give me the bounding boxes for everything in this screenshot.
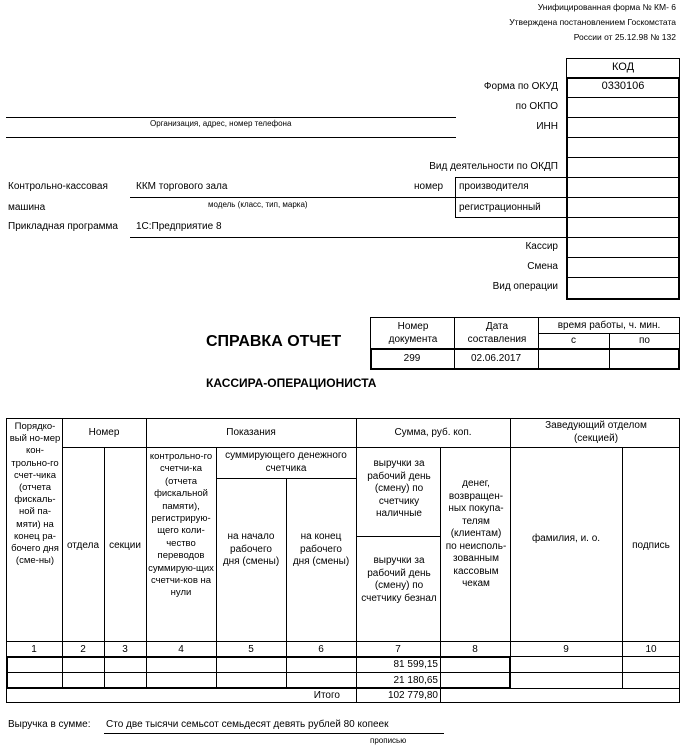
operation-label: Вид операции <box>492 281 558 292</box>
header-returned: денег, возвращен-ных покупа-телям (клиентам) по неисполь-зованным кассовым чекам <box>445 478 507 589</box>
header-noncash: выручки за рабочий день (смену) по счетчику безнал <box>361 555 437 604</box>
total-value: 102 779,80 <box>387 690 438 701</box>
approval-date-line: России от 25.12.98 № 132 <box>573 32 676 42</box>
footer-caption: прописью <box>370 736 407 745</box>
header-sum: Сумма, руб. коп. <box>394 427 472 438</box>
header-order: Порядко-вый но-мер кон-трольно-го счет-чика (отчета фискаль-ной па-мяти) на конец ра-бочего дня (сме-ны) <box>9 421 61 567</box>
col-number-3: 3 <box>122 644 128 655</box>
col-number-9: 9 <box>563 644 569 655</box>
code-header: КОД <box>611 61 635 73</box>
form-code-line: Унифицированная форма № КМ- 6 <box>537 2 676 12</box>
kkm-line <box>130 197 455 198</box>
org-caption: Организация, адрес, номер телефона <box>150 119 292 128</box>
col-number-8: 8 <box>472 644 478 655</box>
header-sekcii: секции <box>109 540 141 551</box>
okud-value: 0330106 <box>601 80 645 92</box>
col-number-4: 4 <box>178 644 184 655</box>
shift-label: Смена <box>527 261 558 272</box>
org-line-2 <box>6 137 456 138</box>
row1-cash-value: 81 599,15 <box>393 659 438 670</box>
doc-worktime-header: время работы, ч. мин. <box>557 320 661 331</box>
header-cash: выручки за рабочий день (смену) по счетчику наличные <box>367 458 431 519</box>
program-value: 1С:Предприятие 8 <box>136 221 222 232</box>
kkm-model-caption: модель (класс, тип, марка) <box>208 200 308 209</box>
header-kontr: контрольно-го счетчи-ка (отчета фискальной памяти), регистрирую-щего коли-чество переводов суммирую-щих счетчи-ков на нули <box>148 451 214 599</box>
footer-line <box>104 733 444 734</box>
producer-label: производителя <box>459 181 529 192</box>
header-sign: подпись <box>632 540 670 551</box>
doc-from-header: с <box>571 335 576 346</box>
row2-cash-value: 21 180,65 <box>393 675 438 686</box>
okdp-label: Вид деятельности по ОКДП <box>429 161 558 172</box>
col-number-10: 10 <box>645 644 657 655</box>
header-name: фамилия, и. о. <box>531 533 601 544</box>
program-line <box>130 237 566 238</box>
doc-to-header: по <box>639 335 650 346</box>
header-end: на конец рабочего дня (смены) <box>292 531 350 567</box>
doc-number-header: Номер документа <box>388 321 438 345</box>
doc-title: СПРАВКА ОТЧЕТ <box>206 333 342 350</box>
header-start: на начало рабочего дня (смены) <box>222 531 280 567</box>
code-values-bold-frame <box>566 77 680 300</box>
doc-number-value: 299 <box>403 353 421 364</box>
okud-label: Форма по ОКУД <box>483 81 558 92</box>
col-number-6: 6 <box>318 644 324 655</box>
footer-value: Сто две тысячи семьсот семьдесят девять рублей 80 копеек <box>106 719 389 730</box>
kkm-number-label: номер <box>414 181 444 192</box>
kkm-label-2: машина <box>8 202 46 213</box>
header-otdela: отдела <box>66 540 100 551</box>
footer-label: Выручка в сумме: <box>8 719 91 730</box>
org-line <box>6 117 456 118</box>
inn-label: ИНН <box>536 121 558 132</box>
header-nomer: Номер <box>88 427 120 438</box>
okpo-label: по ОКПО <box>515 101 558 112</box>
doc-date-header: Дата составления <box>467 321 527 345</box>
reg-label: регистрационный <box>459 202 541 213</box>
col-number-7: 7 <box>395 644 401 655</box>
doc-date-value: 02.06.2017 <box>470 353 522 364</box>
kkm-label: Контрольно-кассовая <box>8 181 108 192</box>
header-summ-counter: суммирующего денежного счетчика <box>225 450 347 474</box>
col-number-2: 2 <box>80 644 86 655</box>
cashier-label: Кассир <box>525 241 558 252</box>
header-head: Заведующий отделом (секцией) <box>545 420 647 444</box>
doc-subtitle: КАССИРА-ОПЕРАЦИОНИСТА <box>206 376 377 390</box>
approval-line: Утверждена постановлением Госкомстата <box>509 17 676 27</box>
total-label: Итого <box>313 690 340 701</box>
header-pokazaniya: Показания <box>226 427 276 438</box>
col-number-5: 5 <box>248 644 254 655</box>
col-number-1: 1 <box>31 644 37 655</box>
program-label: Прикладная программа <box>8 221 118 232</box>
kkm-value: ККМ торгового зала <box>136 181 228 192</box>
